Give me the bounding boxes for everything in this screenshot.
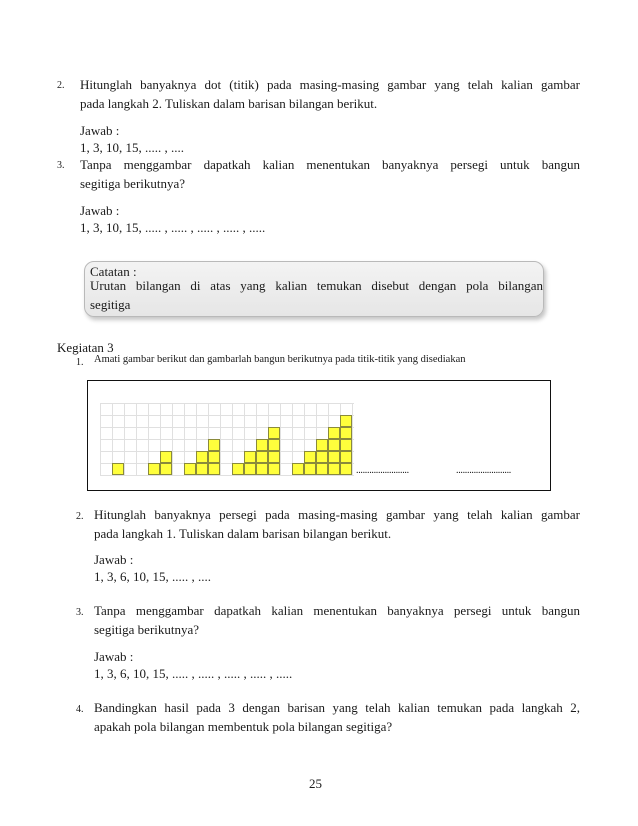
staircase-square <box>316 463 328 475</box>
question-text-line: Hitunglah banyaknya dot (titik) pada masing-masing gambar yang telah kalian gambar <box>80 77 580 92</box>
staircase-square <box>328 451 340 463</box>
dot-grid <box>100 403 354 475</box>
answer-sequence: 1, 3, 6, 10, 15, ..... , .... <box>94 569 211 584</box>
answer-sequence: 1, 3, 10, 15, ..... , .... <box>80 140 184 155</box>
question-text-line: Tanpa menggambar dapatkah kalian menentukan banyaknya persegi untuk bangun <box>80 157 580 172</box>
note-text-line: segitiga <box>90 297 131 312</box>
answer-label: Jawab : <box>80 123 120 138</box>
staircase-square <box>160 463 172 475</box>
answer-label: Jawab : <box>94 649 134 664</box>
question-text-line: apakah pola bilangan membentuk pola bilangan segitiga? <box>94 719 393 734</box>
staircase-square <box>268 451 280 463</box>
question-text-line: Amati gambar berikut dan gambarlah bangun berikutnya pada titik-titik yang disediakan <box>94 354 466 365</box>
staircase-square <box>208 439 220 451</box>
question-number: 2. <box>76 511 84 522</box>
staircase-square <box>256 463 268 475</box>
staircase-square <box>256 451 268 463</box>
staircase-square <box>112 463 124 475</box>
staircase-square <box>328 439 340 451</box>
question-text-line: segitiga berikutnya? <box>80 176 186 191</box>
question-number: 2. <box>57 80 65 91</box>
staircase-square <box>184 463 196 475</box>
grid-line <box>100 415 354 416</box>
staircase-square <box>340 415 352 427</box>
question-number: 3. <box>57 160 65 171</box>
answer-label: Jawab : <box>94 552 134 567</box>
staircase-square <box>148 463 160 475</box>
question-number: 3. <box>76 607 84 618</box>
staircase-square <box>340 439 352 451</box>
staircase-square <box>328 427 340 439</box>
staircase-square <box>316 451 328 463</box>
staircase-square <box>292 463 304 475</box>
staircase-square <box>340 451 352 463</box>
note-text-line: Urutan bilangan di atas yang kalian temukan disebut dengan pola bilangan <box>90 278 543 293</box>
grid-line <box>100 475 354 476</box>
question-text-line: pada langkah 1. Tuliskan dalam barisan bilangan berikut. <box>94 526 392 541</box>
staircase-square <box>208 463 220 475</box>
answer-sequence: 1, 3, 10, 15, ..... , ..... , ..... , ..... , ..... <box>80 220 266 235</box>
staircase-square <box>244 451 256 463</box>
staircase-square <box>196 451 208 463</box>
staircase-square <box>232 463 244 475</box>
staircase-square <box>340 463 352 475</box>
note-title: Catatan : <box>90 264 137 279</box>
answer-blank-1: ........................ <box>356 465 409 476</box>
staircase-square <box>316 439 328 451</box>
answer-label: Jawab : <box>80 203 120 218</box>
question-number: 1. <box>76 357 84 368</box>
answer-sequence: 1, 3, 6, 10, 15, ..... , ..... , ..... , ..... , ..... <box>94 666 293 681</box>
staircase-square <box>268 439 280 451</box>
question-text-line: Bandingkan hasil pada 3 dengan barisan yang telah kalian temukan pada langkah 2, <box>94 700 580 715</box>
staircase-figure <box>87 380 551 491</box>
question-number: 4. <box>76 704 84 715</box>
staircase-square <box>328 463 340 475</box>
staircase-square <box>268 427 280 439</box>
staircase-square <box>244 463 256 475</box>
grid-line <box>100 427 354 428</box>
question-text-line: Hitunglah banyaknya persegi pada masing-masing gambar yang telah kalian gambar <box>94 507 580 522</box>
staircase-square <box>268 463 280 475</box>
grid-line <box>100 403 354 404</box>
staircase-square <box>196 463 208 475</box>
note-box <box>84 261 544 317</box>
question-text-line: segitiga berikutnya? <box>94 622 200 637</box>
section-heading: Kegiatan 3 <box>57 340 114 355</box>
question-text-line: Tanpa menggambar dapatkah kalian menentukan banyaknya persegi untuk bangun <box>94 603 580 618</box>
answer-blank-2: ......................... <box>456 465 512 476</box>
question-text-line: pada langkah 2. Tuliskan dalam barisan bilangan berikut. <box>80 96 378 111</box>
staircase-square <box>304 463 316 475</box>
staircase-square <box>304 451 316 463</box>
page-number: 25 <box>309 776 322 791</box>
staircase-square <box>256 439 268 451</box>
staircase-square <box>208 451 220 463</box>
staircase-square <box>160 451 172 463</box>
staircase-square <box>340 427 352 439</box>
